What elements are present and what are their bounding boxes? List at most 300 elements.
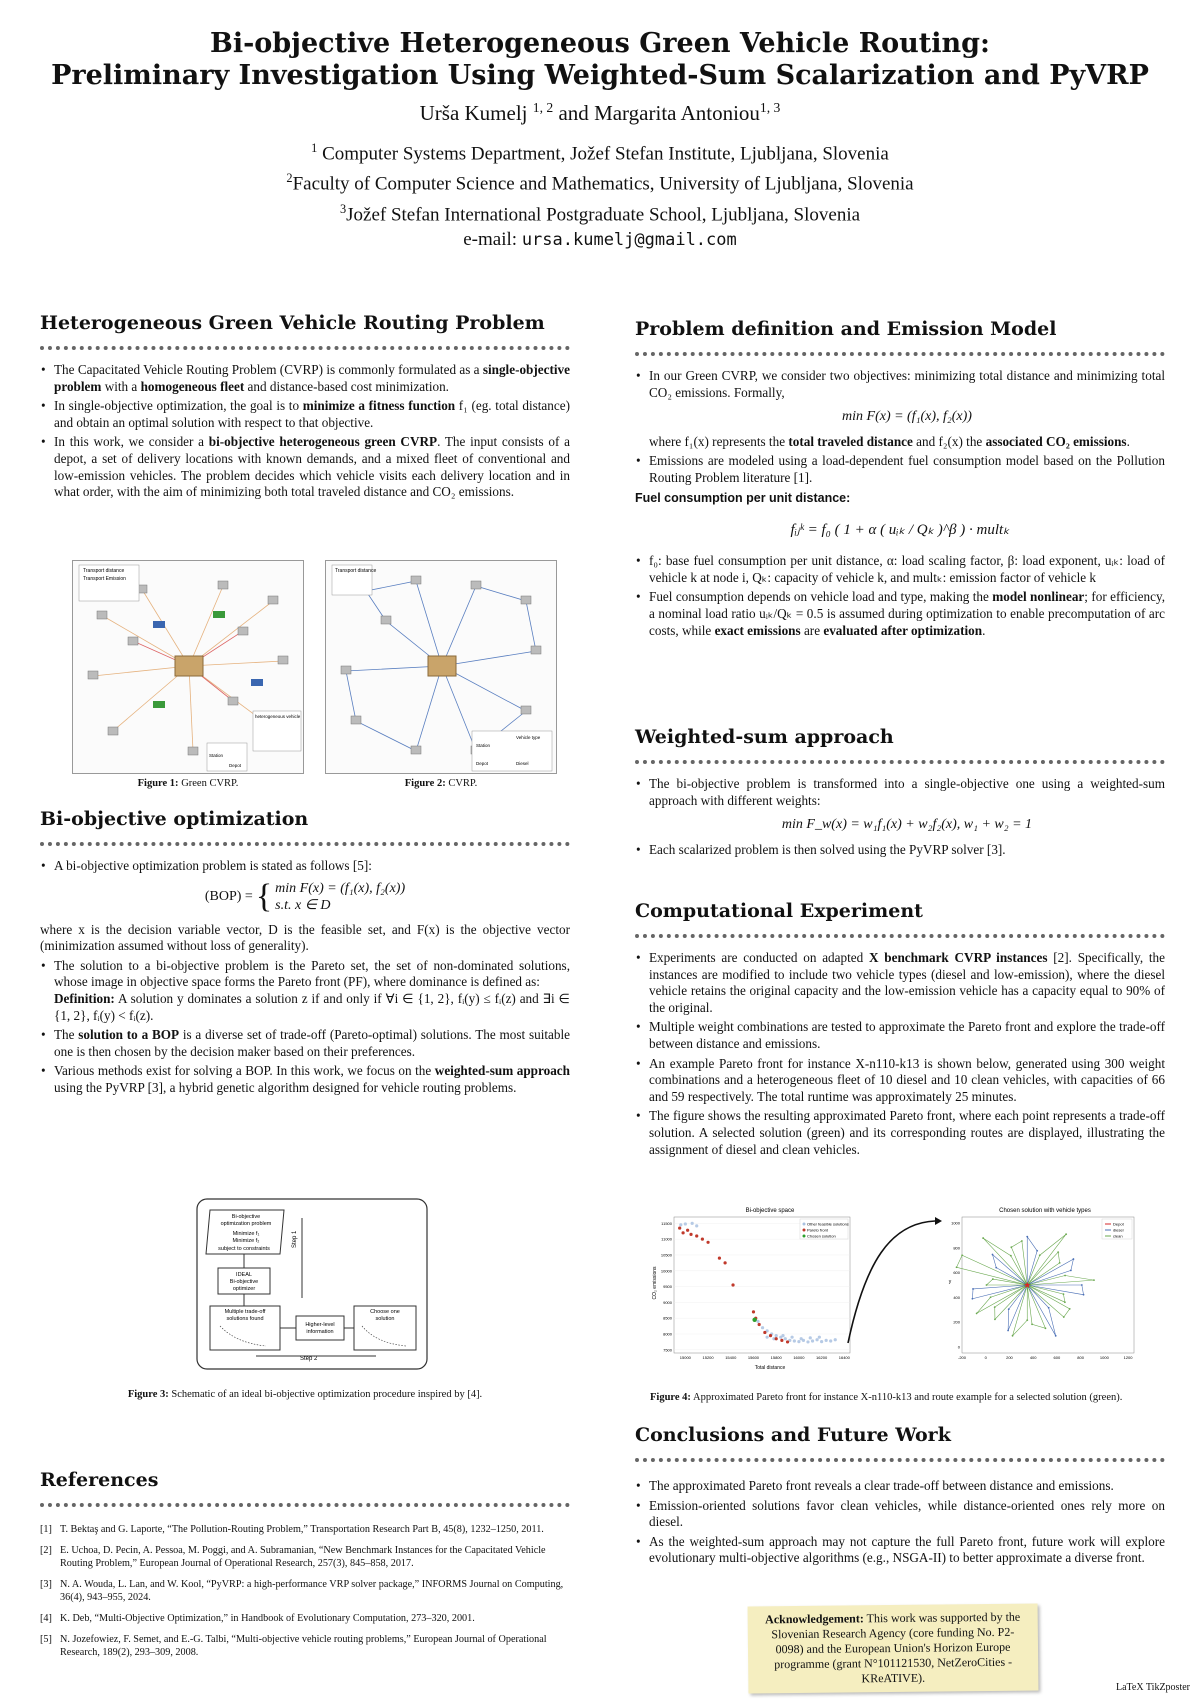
eq-cases (275, 881, 405, 914)
affiliation-2 (0, 166, 1200, 196)
chart1-ytick-label: 10500 (660, 1252, 672, 1258)
box5-line2: solution (375, 1316, 395, 1322)
bullet-list (635, 553, 1165, 639)
chart1-ytick-label: 8500 (663, 1315, 672, 1321)
text: are (800, 622, 824, 638)
section-conclusions (635, 1424, 1165, 1570)
other-point (684, 1222, 687, 1225)
pareto-point (718, 1257, 721, 1260)
bullet-list (635, 776, 1165, 858)
higher-level-box (296, 1316, 344, 1340)
box1-line3: Minimize f₁ (232, 1231, 260, 1237)
figures-1-2 (72, 560, 557, 789)
reference-item (40, 1544, 570, 1570)
section-experiment (635, 900, 1165, 1161)
dotted-divider (635, 352, 1165, 356)
chart1-xtick-label: 15000 (679, 1355, 691, 1360)
chart1-xtick-label: 16000 (793, 1355, 805, 1360)
fig-label-diesel: Diesel (516, 761, 529, 766)
customer-point (1065, 1233, 1067, 1235)
figure-2 (325, 560, 557, 789)
customer-point (1036, 1250, 1038, 1252)
customer-point (956, 1266, 958, 1268)
fig-label-vehicle-type: Vehicle type (516, 735, 541, 740)
chart2-xtick-label: 200 (1006, 1355, 1013, 1360)
pareto-point (723, 1261, 726, 1264)
bullet-list (40, 958, 570, 1097)
caption-text: Approximated Pareto front for instance X-n110-k13 and route example for a selected solution (green). (692, 1392, 1123, 1403)
text: and f₂(x) the (912, 433, 986, 449)
other-point (818, 1336, 821, 1339)
pareto-point (686, 1229, 689, 1232)
customer-point (1083, 1294, 1085, 1296)
brace: { (255, 878, 273, 916)
chart2-xtick-label: -200 (957, 1355, 967, 1360)
trucks (153, 611, 263, 708)
list-item (40, 858, 570, 875)
customer-point (994, 1318, 996, 1320)
caption-text: Schematic of an ideal bi-objective optimization procedure inspired by [4]. (171, 1389, 483, 1400)
list-item (635, 950, 1165, 1016)
customer-point (986, 1284, 988, 1286)
customer-point (1064, 1301, 1066, 1303)
pareto-point (786, 1340, 789, 1343)
ack-text: This work was supported by the Slovenian Research Agency (core funding No. P2-0098) and the European Union's Horizon Europe programme (grant N°101121530, NetZeroCities - KReATIVE). (771, 1609, 1021, 1686)
other-point (679, 1223, 682, 1226)
bold-text: Definition: (54, 990, 115, 1006)
caption-label: Figure 2: (404, 778, 446, 789)
customer-point (1010, 1255, 1012, 1257)
customer-point (1081, 1284, 1083, 1286)
acknowledgement-note (748, 1603, 1039, 1693)
text: Various methods exist for solving a BOP. In this work, we focus on the (54, 1063, 435, 1079)
fig-label-station: Station (476, 743, 491, 748)
box4-line1: Higher-level (305, 1322, 335, 1328)
other-point (766, 1336, 769, 1339)
figure-2-caption (325, 778, 557, 789)
customer-point (976, 1313, 978, 1315)
bullet-list (635, 368, 1165, 487)
chart1-title: Bi-objective space (745, 1208, 795, 1214)
tikzposter-mark: LaTeX TikZposter (1115, 1682, 1190, 1693)
step-1-label: Step 1 (292, 1230, 298, 1248)
depot-box (428, 656, 456, 676)
bullet-list (40, 858, 570, 875)
other-point (695, 1224, 698, 1227)
section-weighted-sum (635, 726, 1165, 861)
chart2-xtick-label: 1200 (1123, 1355, 1133, 1360)
authors-and: and (558, 101, 589, 125)
caption-label: Figure 3: (127, 1389, 169, 1400)
pareto-point (775, 1337, 778, 1340)
text: Multiple weight combinations are tested to approximate the Pareto front and explore the trade-off between distance and emissions. (649, 1019, 1165, 1051)
list-item (635, 368, 1165, 450)
other-point (691, 1222, 694, 1225)
ref-text: E. Uchoa, D. Pecin, A. Pessoa, M. Poggi, and A. Subramanian, “New Benchmark Instances for the Capacitated Vehicle Routing Problem,” European Journal of Operational Research, 257(3), 845–858, 2017. (60, 1545, 546, 1569)
legend-label: Depot (1113, 1221, 1124, 1227)
dotted-divider (40, 1503, 570, 1507)
chart2-xtick-label: 600 (1053, 1355, 1061, 1360)
bold-text: bi-objective heterogeneous green CVRP (208, 434, 438, 450)
bold-text: minimize a fitness function (302, 398, 456, 414)
pareto-point (769, 1334, 772, 1337)
section-title: Problem definition and Emission Model (635, 318, 1057, 340)
list-item (40, 434, 570, 500)
other-point (809, 1336, 812, 1339)
chart2-title: Chosen solution with vehicle types (999, 1208, 1091, 1214)
bold-text: associated CO₂ emissions (985, 433, 1127, 449)
ref-text: K. Deb, “Multi-Objective Optimization,” in Handbook of Evolutionary Computation, 273–320, 2001. (60, 1613, 475, 1624)
pareto-point (678, 1226, 681, 1229)
reference-list (40, 1523, 570, 1659)
ref-number: [2] (40, 1545, 52, 1556)
figure-4-charts (650, 1203, 1150, 1373)
text: The (54, 1027, 79, 1043)
chart2-xtick-label: 800 (1077, 1355, 1084, 1360)
customer-point (1010, 1246, 1012, 1248)
text: Emissions are modeled using a load-dependent fuel consumption model based on the Pollution Routing Problem literature [1]. (649, 453, 1165, 485)
box1-line4: Minimize f₂ (232, 1238, 260, 1244)
chart1-ylabel: CO₂ emissions (652, 1266, 658, 1300)
other-point (761, 1326, 764, 1329)
chart2-ytick-label: 400 (953, 1294, 960, 1300)
legend-marker (803, 1229, 806, 1232)
customer-point (1055, 1335, 1057, 1337)
text: f₁ (eg. total distance) and obtain an optimal solution with respect to that objective. (54, 398, 570, 430)
customer-point (972, 1288, 974, 1290)
reference-item (40, 1523, 570, 1536)
customer-point (1045, 1327, 1047, 1329)
chart1-xtick-label: 16200 (816, 1355, 828, 1360)
section-title: Computational Experiment (635, 900, 923, 922)
text: In single-objective optimization, the goal is to (54, 398, 303, 414)
fig-label-transport-emission: Transport Emission (83, 576, 126, 582)
caption-label: Figure 4: (650, 1392, 691, 1403)
customer-point (1093, 1279, 1095, 1281)
optimization-schematic (196, 1198, 428, 1370)
author-1-sup: 1, 2 (532, 100, 554, 115)
ref-number: [5] (40, 1634, 52, 1645)
chart1-ytick-label: 7500 (663, 1347, 672, 1353)
eq-line-1: min F(x) = (f₁(x), f₂(x)) (275, 880, 406, 896)
ref-number: [3] (40, 1579, 52, 1590)
bold-text: homogeneous fleet (140, 378, 245, 394)
text: A bi-objective optimization problem is stated as follows [5]: (54, 858, 372, 873)
pareto-point (689, 1233, 692, 1236)
section-title: Heterogeneous Green Vehicle Routing Problem (40, 312, 545, 334)
list-item (635, 776, 1165, 834)
figure-4 (650, 1203, 1150, 1373)
affiliation-3-text: Jožef Stefan International Postgraduate School, Ljubljana, Slovenia (346, 203, 861, 225)
chart1-xtick-label: 16400 (838, 1355, 850, 1360)
list-item (635, 1019, 1165, 1052)
pareto-point (752, 1310, 755, 1313)
text: As the weighted-sum approach may not capture the full Pareto front, future work will explore evolutionary multi-objective algorithms (e.g., NSGA-II) to better approximate a diverse front. (649, 1533, 1165, 1566)
pareto-point (681, 1231, 684, 1234)
fig-label-station: Station (209, 753, 224, 758)
text: An example Pareto front for instance X-n110-k13 is shown below, generated using 300 weight combinations and a heterogeneous fleet of 10 diesel and 10 clean vehicles, with capacities of 66 and 59 respectively. The total runtime was approximately 25 minutes. (649, 1055, 1165, 1104)
text: is a diverse set of trade-off (Pareto-optimal) solutions. The most suitable one is then chosen by the decision maker based on their preferences. (54, 1027, 570, 1059)
other-point (815, 1338, 818, 1341)
other-point (793, 1339, 796, 1342)
list-item (635, 1056, 1165, 1106)
box2-line3: optimizer (232, 1286, 256, 1292)
section-problem-definition (635, 318, 1165, 642)
box2-line1: IDEAL (236, 1272, 252, 1278)
pareto-point (706, 1241, 709, 1244)
box1-line1: Bi-objective (231, 1214, 261, 1220)
author-2: Margarita Antoniou (594, 101, 760, 125)
fig-label-depot: Depot (476, 761, 489, 766)
text: The Capacitated Vehicle Routing Problem (CVRP) is commonly formulated as a (54, 362, 483, 377)
list-item (635, 1108, 1165, 1158)
chart1-ytick-label: 10000 (660, 1268, 672, 1274)
pareto-point (780, 1339, 783, 1342)
customer-point (995, 1267, 997, 1269)
affiliations (0, 136, 1200, 253)
other-point (781, 1334, 784, 1337)
customer-point (1063, 1316, 1065, 1318)
fig-label-transport-distance: Transport distance (83, 568, 125, 574)
bold-text: model nonlinear (992, 589, 1085, 605)
affiliation-2-text: Faculty of Computer Science and Mathematics, University of Ljubljana, Slovenia (292, 173, 914, 195)
customer-point (1057, 1251, 1059, 1253)
dotted-divider (635, 934, 1165, 938)
fig-label-hetero: heterogeneous vehicle (255, 714, 301, 719)
legend-marker (803, 1223, 806, 1226)
paragraph: where x is the decision variable vector, D is the feasible set, and F(x) is the objective vector (minimization assumed without loss of generality). (40, 921, 570, 954)
fig-label-transport-distance: Transport distance (335, 568, 377, 574)
chart1-ytick-label: 9000 (663, 1299, 672, 1305)
figure-2-image (325, 560, 557, 774)
other-point (825, 1339, 828, 1342)
text: where f₁(x) represents the (649, 433, 789, 449)
bullet-list (635, 950, 1165, 1158)
customer-point (1021, 1240, 1023, 1242)
figure-3-caption (40, 1389, 570, 1400)
customer-point (1026, 1319, 1028, 1321)
customer-point (1069, 1308, 1071, 1310)
text: The approximated Pareto front reveals a clear trade-off between distance and emissions. (649, 1478, 1114, 1493)
other-point (800, 1337, 803, 1340)
chart2-xtick-label: 0 (984, 1355, 987, 1360)
section-title: References (40, 1469, 159, 1491)
text: In this work, we consider a (54, 434, 209, 450)
reference-item (40, 1633, 570, 1659)
customer-point (972, 1298, 974, 1300)
other-point (829, 1339, 832, 1342)
chart2-ytick-label: 600 (953, 1270, 960, 1276)
section-title: Weighted-sum approach (635, 726, 894, 748)
affiliation-3 (0, 197, 1200, 227)
customer-point (1073, 1258, 1075, 1260)
chart1-xtick-label: 15600 (747, 1355, 760, 1360)
section-title: Conclusions and Future Work (635, 1424, 951, 1446)
section-title: Bi-objective optimization (40, 808, 309, 830)
other-point (797, 1340, 800, 1343)
bop-equation (40, 878, 570, 916)
bullet-list (635, 1478, 1165, 1567)
list-item (635, 1478, 1165, 1495)
list-item (635, 589, 1165, 639)
customer-point (1026, 1236, 1028, 1238)
ref-text: N. A. Wouda, L. Lan, and W. Kool, “PyVRP: a high-performance VRP solver package,” INFORMS Journal on Computing, 36(4), 943–955, 2024. (60, 1579, 564, 1603)
text: and distance-based cost minimization. (244, 378, 449, 394)
text: The figure shows the resulting approximated Pareto front, where each point represents a trade-off solution. A selected solution (green) and its corresponding routes are displayed, illustrating the assignment of diesel and clean vehicles. (649, 1108, 1165, 1157)
green-cvrp-diagram (73, 561, 305, 775)
chart1-xtick-label: 15400 (725, 1355, 737, 1360)
author-1: Urša Kumelj (419, 101, 528, 125)
author-2-sup: 1, 3 (759, 100, 781, 115)
fig-label-depot: Depot (229, 763, 242, 768)
box1-line2: optimization problem (220, 1221, 272, 1227)
text: A solution y dominates a solution z if and only if ∀i ∈ {1, 2}, fᵢ(y) ≤ fᵢ(z) and ∃i ∈ {1, 2}, fᵢ(y) < fᵢ(z). (54, 990, 570, 1023)
other-point (775, 1334, 778, 1337)
chart1-ytick-label: 9500 (663, 1284, 672, 1290)
box5-line1: Choose one (370, 1309, 400, 1315)
customer-point (961, 1254, 963, 1256)
cvrp-diagram (326, 561, 558, 775)
pareto-point (701, 1238, 704, 1241)
pareto-point (731, 1283, 734, 1286)
customer-point (1007, 1330, 1009, 1332)
affiliation-1-sup: 1 (311, 141, 318, 155)
bold-text: evaluated after optimization (823, 622, 983, 638)
list-item (40, 362, 570, 395)
chart1-ytick-label: 11000 (661, 1236, 672, 1242)
customer-point (992, 1278, 994, 1280)
chart2-xtick-label: 400 (1029, 1355, 1037, 1360)
pareto-point (758, 1323, 761, 1326)
affiliation-1 (0, 136, 1200, 166)
email-address[interactable]: ursa.kumelj@gmail.com (521, 229, 737, 250)
figure-1 (72, 560, 304, 789)
ref-text: N. Jozefowiez, F. Semet, and E.-G. Talbi, “Multi-objective vehicle routing problems,” European Journal of Operational Research, 189(2), 293–309, 2008. (60, 1634, 547, 1658)
customer-point (1008, 1308, 1010, 1310)
list-item (635, 1534, 1165, 1567)
affiliation-2-sup: 2 (286, 171, 293, 186)
bold-text: total traveled distance (788, 433, 913, 449)
chart2-ytick-label: 800 (953, 1245, 960, 1251)
chart1-ytick-label: 8000 (663, 1331, 672, 1337)
poster-header (0, 28, 1200, 253)
title-line-2: Preliminary Investigation Using Weighted-Sum Scalarization and PyVRP (51, 60, 1149, 91)
legend-label: Chosen solution (807, 1233, 836, 1239)
text: Experiments are conducted on adapted (649, 950, 869, 965)
step-2-label: Step 2 (300, 1356, 318, 1362)
ref-number: [4] (40, 1613, 52, 1624)
other-point (790, 1336, 793, 1339)
text: f₀: base fuel consumption per unit distance, α: load scaling factor, β: load exponent, uᵢₖ: load of vehicle k at node i, Qₖ: capacity of vehicle k, and multₖ: emission factor of vehicle k (649, 553, 1165, 585)
caption-text: CVRP. (448, 778, 478, 789)
other-point (811, 1339, 814, 1342)
other-point (820, 1340, 823, 1343)
figure-3 (196, 1198, 428, 1374)
chart2-ytick-label: 0 (957, 1344, 960, 1350)
eq-line-2: s.t. x ∈ D (275, 897, 331, 913)
fuel-equation: fᵢⱼᵏ = f₀ ( 1 + α ( uᵢₖ / Qₖ )^β ) · multₖ (790, 522, 1010, 539)
fuel-title: Fuel consumption per unit distance: (635, 490, 851, 505)
text: . The input consists of a depot, a set of delivery locations with known demands, and a mixed fleet of conventional and low-emission vehicles. The problem decides which vehicle visits each delivery location and in what order, with the aim of minimizing both total traveled distance and CO₂ emissions. (54, 434, 570, 500)
chart1-xtick-label: 15200 (702, 1355, 714, 1360)
connector-arrowhead (935, 1217, 942, 1225)
box2-line2: Bi-objective (229, 1279, 259, 1285)
affiliation-1-text: Computer Systems Department, Jožef Stefan Institute, Ljubljana, Slovenia (322, 143, 889, 165)
legend-label: Other feasible solutions (807, 1221, 849, 1227)
objective-equation: min F(x) = (f₁(x), f₂(x)) (842, 409, 972, 425)
customer-point (994, 1306, 996, 1308)
customer-point (1059, 1262, 1061, 1264)
bold-text: single-objective problem (54, 362, 570, 394)
list-item (40, 1063, 570, 1096)
customer-point (1064, 1275, 1066, 1277)
text: The solution to a bi-objective problem is the Pareto set, the set of non-dominated solutions, whose image in objective space forms the Pareto front (PF), where dominance is defined as: (54, 957, 570, 990)
figure-1-image (72, 560, 304, 774)
bold-text: weighted-sum approach (434, 1063, 570, 1079)
customer-point (1039, 1254, 1041, 1256)
authors (0, 100, 1200, 126)
chart1-ytick-label: 11500 (661, 1220, 672, 1226)
email-label: e-mail: (463, 228, 518, 250)
list-item (635, 453, 1165, 486)
section-hgvrp (40, 312, 570, 504)
caption-label: Figure 1: (137, 778, 179, 789)
customer-point (990, 1296, 992, 1298)
text: Emission-oriented solutions favor clean vehicles, while distance-oriented ones rely more on diesel. (649, 1497, 1165, 1530)
box3-line1: Multiple trade-off (224, 1309, 266, 1315)
box1-line5: subject to constraints (218, 1246, 270, 1252)
text: . (1126, 433, 1130, 449)
list-item (40, 958, 570, 1024)
ack-label: Acknowledgement: (765, 1611, 864, 1627)
text: The bi-objective problem is transformed into a single-objective one using a weighted-sum approach with different weights: (649, 776, 1165, 808)
other-point (834, 1338, 837, 1341)
pareto-point (695, 1234, 698, 1237)
section-references (40, 1469, 570, 1667)
legend-label: Pareto front (807, 1227, 828, 1233)
customer-point (1031, 1323, 1033, 1325)
text: using the PyVRP [3], a hybrid genetic algorithm designed for vehicle routing problems. (54, 1079, 517, 1095)
connector-arrow (848, 1221, 935, 1343)
other-point (784, 1337, 787, 1340)
eq-lhs: (BOP) = (204, 889, 253, 905)
text: ; for efficiency, a nominal load ratio uᵢₖ/Qₖ = 0.5 is assumed during optimization to enable precomputation of arc costs, while (649, 589, 1166, 638)
text: . (982, 622, 986, 638)
chart2-xtick-label: 1000 (1099, 1355, 1109, 1360)
chart1-xtick-label: 15800 (770, 1355, 782, 1360)
ref-number: [1] (40, 1524, 52, 1535)
customer-point (1048, 1307, 1050, 1309)
legend-label: diesel (1113, 1227, 1124, 1233)
text: with a (101, 378, 141, 394)
email-line (0, 227, 1200, 253)
weighted-sum-equation: min F_w(x) = w₁f₁(x) + w₂f₂(x), w₁ + w₂ = 1 (781, 817, 1033, 833)
customer-point (1070, 1270, 1072, 1272)
other-point (806, 1340, 809, 1343)
text: Each scalarized problem is then solved using the PyVRP solver [3]. (649, 841, 1006, 857)
chart2-ytick-label: 1000 (951, 1220, 960, 1226)
other-point (756, 1320, 759, 1323)
chosen-point (752, 1318, 756, 1322)
reference-item (40, 1578, 570, 1604)
list-item (635, 842, 1165, 859)
chart2-ylabel: y (948, 1279, 952, 1285)
depot-box (175, 656, 203, 676)
bold-text: solution to a BOP (78, 1027, 180, 1043)
list-item (635, 1498, 1165, 1531)
bold-text: X benchmark CVRP instances (868, 950, 1048, 965)
chart2-plot (948, 1217, 1134, 1360)
